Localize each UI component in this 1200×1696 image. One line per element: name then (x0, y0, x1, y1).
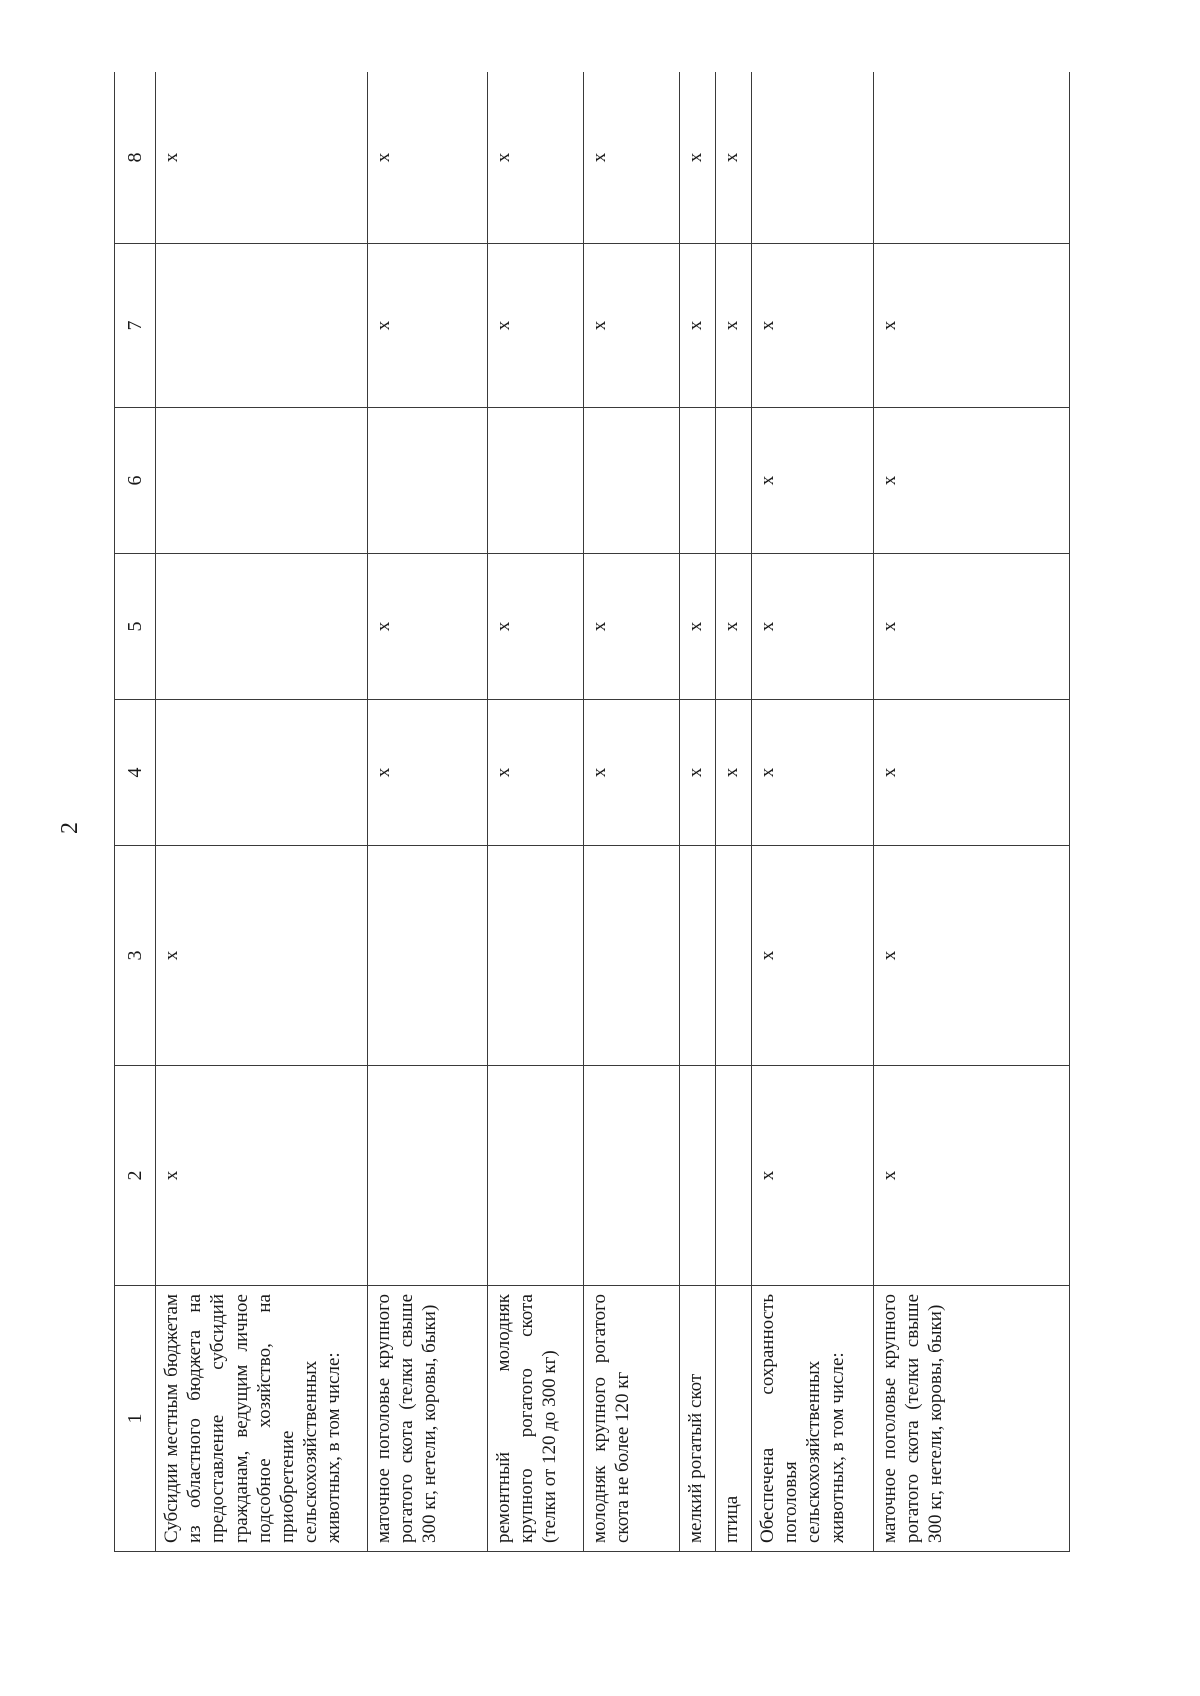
mark-cell (156, 700, 368, 846)
mark-cell: х (584, 554, 680, 700)
mark-cell (716, 408, 752, 554)
mark-cell (584, 846, 680, 1066)
mark-cell: х (488, 72, 584, 244)
column-header: 1 (115, 1286, 156, 1552)
mark-cell (488, 846, 584, 1066)
mark-cell (874, 72, 1070, 244)
mark-cell: х (752, 700, 874, 846)
mark-cell (680, 408, 716, 554)
mark-cell: х (752, 1066, 874, 1286)
mark-cell: х (488, 554, 584, 700)
row-label: Субсидии местным бюджетам из областного бюджета на предоставление субсидий гражданам, ведущим личное подсобное хозяйство, на приобретение сельскохозяйственных животных, в том числе: (156, 1286, 368, 1552)
mark-cell: х (680, 554, 716, 700)
mark-cell (680, 1066, 716, 1286)
mark-cell: х (584, 244, 680, 408)
mark-cell: х (368, 72, 488, 244)
mark-cell: х (680, 700, 716, 846)
mark-cell (368, 846, 488, 1066)
table-row (716, 72, 752, 1552)
mark-cell: х (716, 700, 752, 846)
mark-cell: х (874, 700, 1070, 846)
mark-cell: х (874, 408, 1070, 554)
column-header: 6 (115, 408, 156, 554)
mark-cell: х (488, 244, 584, 408)
mark-cell: х (156, 72, 368, 244)
mark-cell: х (368, 244, 488, 408)
page-number: 2 (57, 822, 83, 834)
row-label: мелкий рогатый скот (680, 1286, 716, 1552)
mark-cell (156, 554, 368, 700)
table-row (874, 72, 1070, 1552)
mark-cell: х (368, 554, 488, 700)
table-row (368, 72, 488, 1552)
mark-cell: х (488, 700, 584, 846)
row-label: маточное поголовье крупного рогатого скота (телки свыше 300 кг, нетели, коровы, быки) (368, 1286, 488, 1552)
column-header: 4 (115, 700, 156, 846)
mark-cell: х (716, 554, 752, 700)
mark-cell: х (716, 244, 752, 408)
mark-cell: х (752, 846, 874, 1066)
row-label: маточное поголовье крупного рогатого скота (телки свыше 300 кг, нетели, коровы, быки) (874, 1286, 1070, 1552)
mark-cell: х (716, 72, 752, 244)
mark-cell (584, 1066, 680, 1286)
rotated-table-frame (114, 72, 1070, 1552)
mark-cell: х (874, 846, 1070, 1066)
mark-cell (368, 408, 488, 554)
row-label: молодняк крупного рогатого скота не более 120 кг (584, 1286, 680, 1552)
mark-cell: х (874, 1066, 1070, 1286)
mark-cell: х (752, 408, 874, 554)
mark-cell: х (874, 244, 1070, 408)
table-row (488, 72, 584, 1552)
column-header: 2 (115, 1066, 156, 1286)
mark-cell: х (584, 72, 680, 244)
row-label: Обеспечена сохранность поголовья сельскохозяйственных животных, в том числе: (752, 1286, 874, 1552)
mark-cell: х (156, 1066, 368, 1286)
mark-cell: х (874, 554, 1070, 700)
data-table (114, 72, 1070, 1552)
mark-cell: х (680, 72, 716, 244)
mark-cell: х (156, 846, 368, 1066)
table-row (156, 72, 368, 1552)
table-row (584, 72, 680, 1552)
mark-cell (584, 408, 680, 554)
mark-cell (488, 408, 584, 554)
mark-cell (752, 72, 874, 244)
mark-cell: х (680, 244, 716, 408)
column-header: 3 (115, 846, 156, 1066)
column-header: 7 (115, 244, 156, 408)
row-label: птица (716, 1286, 752, 1552)
mark-cell (716, 846, 752, 1066)
mark-cell (488, 1066, 584, 1286)
column-header: 8 (115, 72, 156, 244)
mark-cell: х (368, 700, 488, 846)
mark-cell (156, 408, 368, 554)
mark-cell (368, 1066, 488, 1286)
mark-cell: х (752, 244, 874, 408)
mark-cell (680, 846, 716, 1066)
mark-cell (156, 244, 368, 408)
rotated-table-inner (114, 72, 1070, 1552)
column-header: 5 (115, 554, 156, 700)
table-row (752, 72, 874, 1552)
mark-cell: х (584, 700, 680, 846)
table-header-row (115, 72, 156, 1552)
mark-cell: х (752, 554, 874, 700)
mark-cell (716, 1066, 752, 1286)
table-row (680, 72, 716, 1552)
row-label: ремонтный молодняк крупного рогатого скота (телки от 120 до 300 кг) (488, 1286, 584, 1552)
